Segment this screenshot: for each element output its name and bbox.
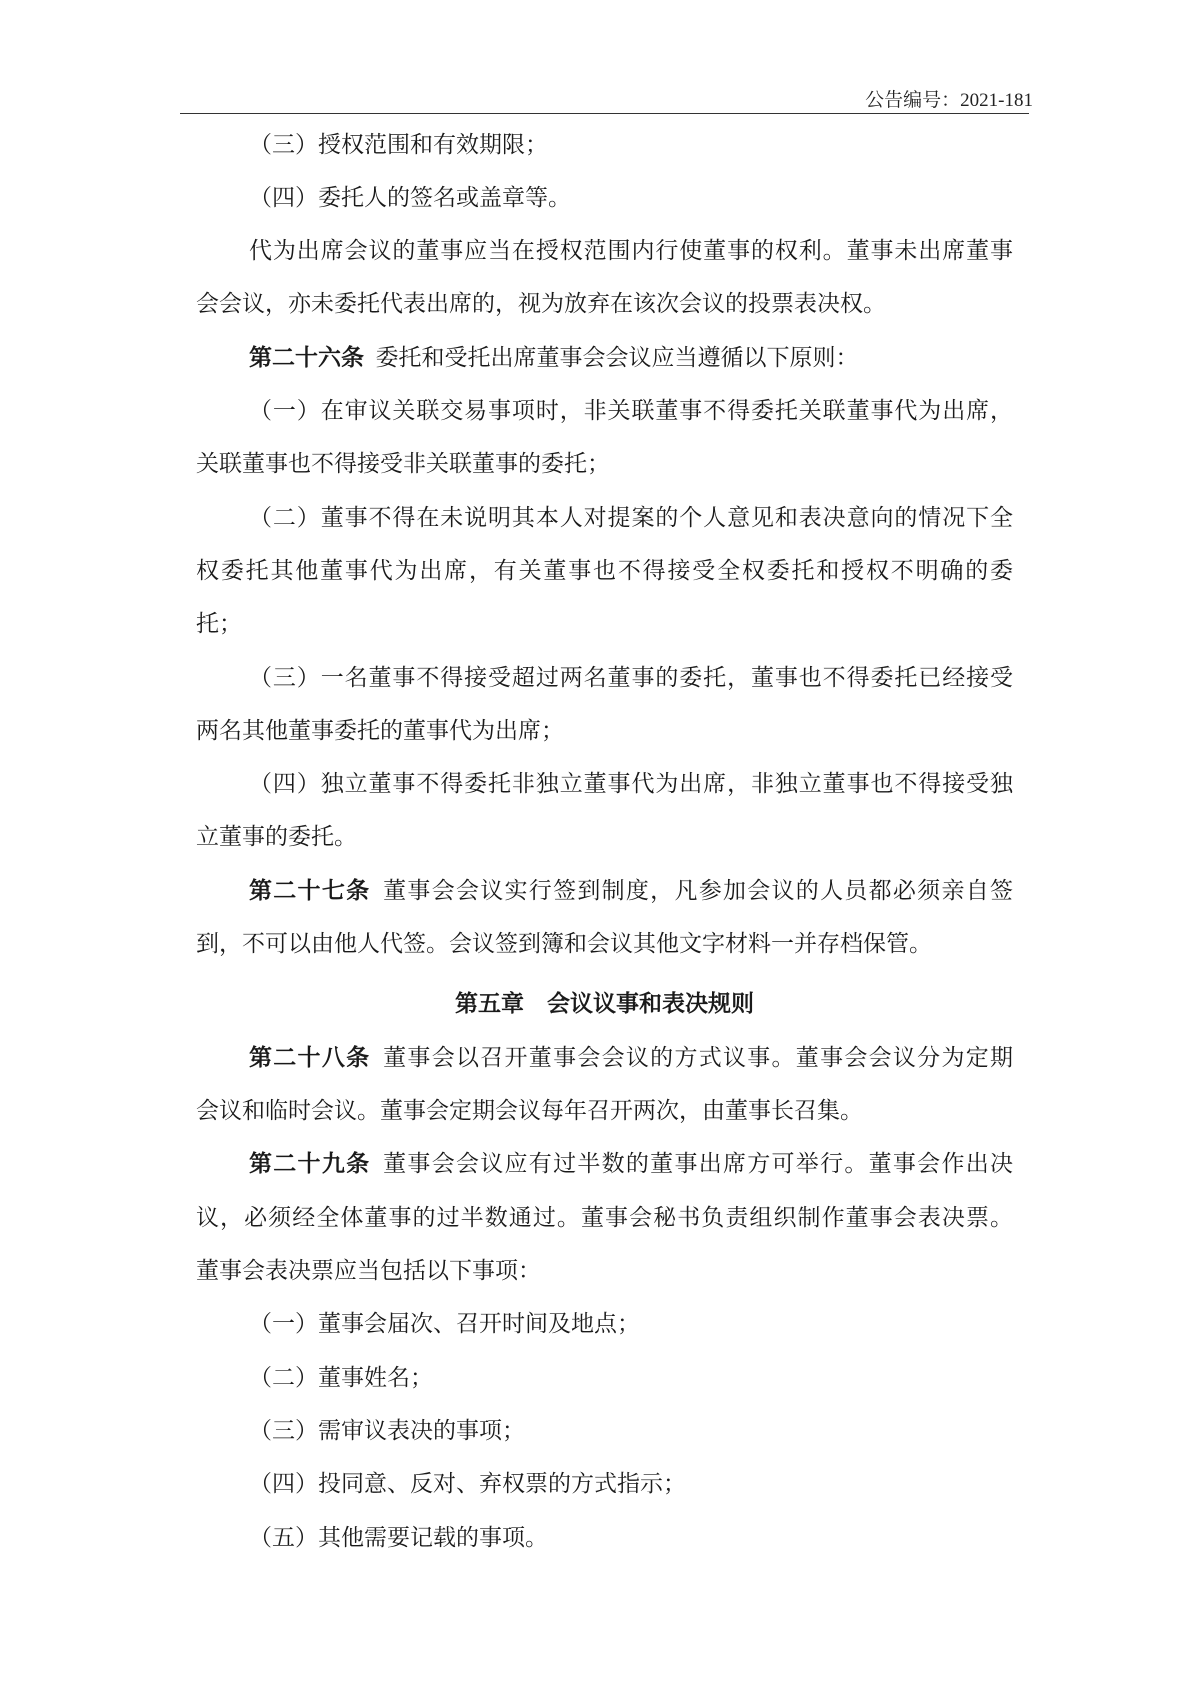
text-line xyxy=(249,1309,640,1339)
text-line xyxy=(249,396,1013,426)
line-text: （四）投同意、反对、弃权票的方式指示； xyxy=(249,1471,686,1497)
text-line xyxy=(249,769,1013,799)
article-number: 第二十八条 xyxy=(249,1044,371,1071)
line-text: 会议和临时会议。董事会定期会议每年召开两次，由董事长召集。 xyxy=(196,1098,863,1124)
text-line xyxy=(249,876,1013,906)
announcement-number: 公告编号：2021-181 xyxy=(865,90,1033,111)
text-line xyxy=(196,1256,541,1286)
line-text: （二）董事姓名； xyxy=(249,1365,433,1391)
line-text: （五）其他需要记载的事项。 xyxy=(249,1525,548,1551)
text-line xyxy=(196,609,242,639)
line-text: （一）董事会届次、召开时间及地点； xyxy=(249,1311,640,1337)
text-line xyxy=(196,289,886,319)
text-line xyxy=(249,1416,525,1446)
line-text: 议，必须经全体董事的过半数通过。董事会秘书负责组织制作董事会表决票。 xyxy=(196,1205,1013,1231)
line-text: （四）独立董事不得委托非独立董事代为出席，非独立董事也不得接受独 xyxy=(249,771,1013,797)
text-line xyxy=(249,130,548,160)
line-text: （三）一名董事不得接受超过两名董事的委托，董事也不得委托已经接受 xyxy=(249,665,1013,691)
text-line xyxy=(249,1363,433,1393)
line-text: 关联董事也不得接受非关联董事的委托； xyxy=(196,451,610,477)
line-text: （二）董事不得在未说明其本人对提案的个人意见和表决意向的情况下全 xyxy=(249,505,1013,531)
text-line xyxy=(196,1096,863,1126)
line-text: 托； xyxy=(196,611,242,637)
text-line xyxy=(196,822,357,852)
chapter-heading xyxy=(196,989,1013,1019)
text-line xyxy=(249,1043,1013,1073)
text-line xyxy=(249,343,859,373)
line-text: 代为出席会议的董事应当在授权范围内行使董事的权利。董事未出席董事 xyxy=(249,238,1013,264)
text-line xyxy=(249,1149,1013,1179)
line-text: （三）授权范围和有效期限； xyxy=(249,132,548,158)
line-text: 董事会以召开董事会会议的方式议事。董事会会议分为定期 xyxy=(381,1045,1014,1071)
text-line xyxy=(249,663,1013,693)
line-text: 两名其他董事委托的董事代为出席； xyxy=(196,718,564,744)
text-line xyxy=(196,449,610,479)
chapter-title: 第五章 会议议事和表决规则 xyxy=(455,990,754,1017)
text-line xyxy=(196,1203,1013,1233)
text-line xyxy=(249,236,1013,266)
article-number: 第二十七条 xyxy=(249,877,371,904)
line-text: 董事会表决票应当包括以下事项： xyxy=(196,1258,541,1284)
line-text: 到，不可以由他人代签。会议签到簿和会议其他文字材料一并存档保管。 xyxy=(196,931,932,957)
line-text: （一）在审议关联交易事项时，非关联董事不得委托关联董事代为出席， xyxy=(249,398,1013,424)
line-text: 董事会会议应有过半数的董事出席方可举行。董事会作出决 xyxy=(381,1151,1014,1177)
line-text: 会会议，亦未委托代表出席的，视为放弃在该次会议的投票表决权。 xyxy=(196,291,886,317)
text-line xyxy=(249,503,1013,533)
text-line xyxy=(249,1523,548,1553)
header-rule xyxy=(180,113,1029,114)
line-text: 委托和受托出席董事会会议应当遵循以下原则： xyxy=(375,345,859,371)
line-text: 董事会会议实行签到制度，凡参加会议的人员都必须亲自签 xyxy=(381,878,1014,904)
article-number: 第二十六条 xyxy=(249,344,364,371)
text-line xyxy=(196,716,564,746)
line-text: 立董事的委托。 xyxy=(196,824,357,850)
text-line xyxy=(196,556,1013,586)
line-text: （三）需审议表决的事项； xyxy=(249,1418,525,1444)
line-text: （四）委托人的签名或盖章等。 xyxy=(249,185,571,211)
text-line xyxy=(196,929,932,959)
text-line xyxy=(249,1469,686,1499)
text-line xyxy=(249,183,571,213)
line-text: 权委托其他董事代为出席，有关董事也不得接受全权委托和授权不明确的委 xyxy=(196,558,1013,584)
article-number: 第二十九条 xyxy=(249,1150,371,1177)
